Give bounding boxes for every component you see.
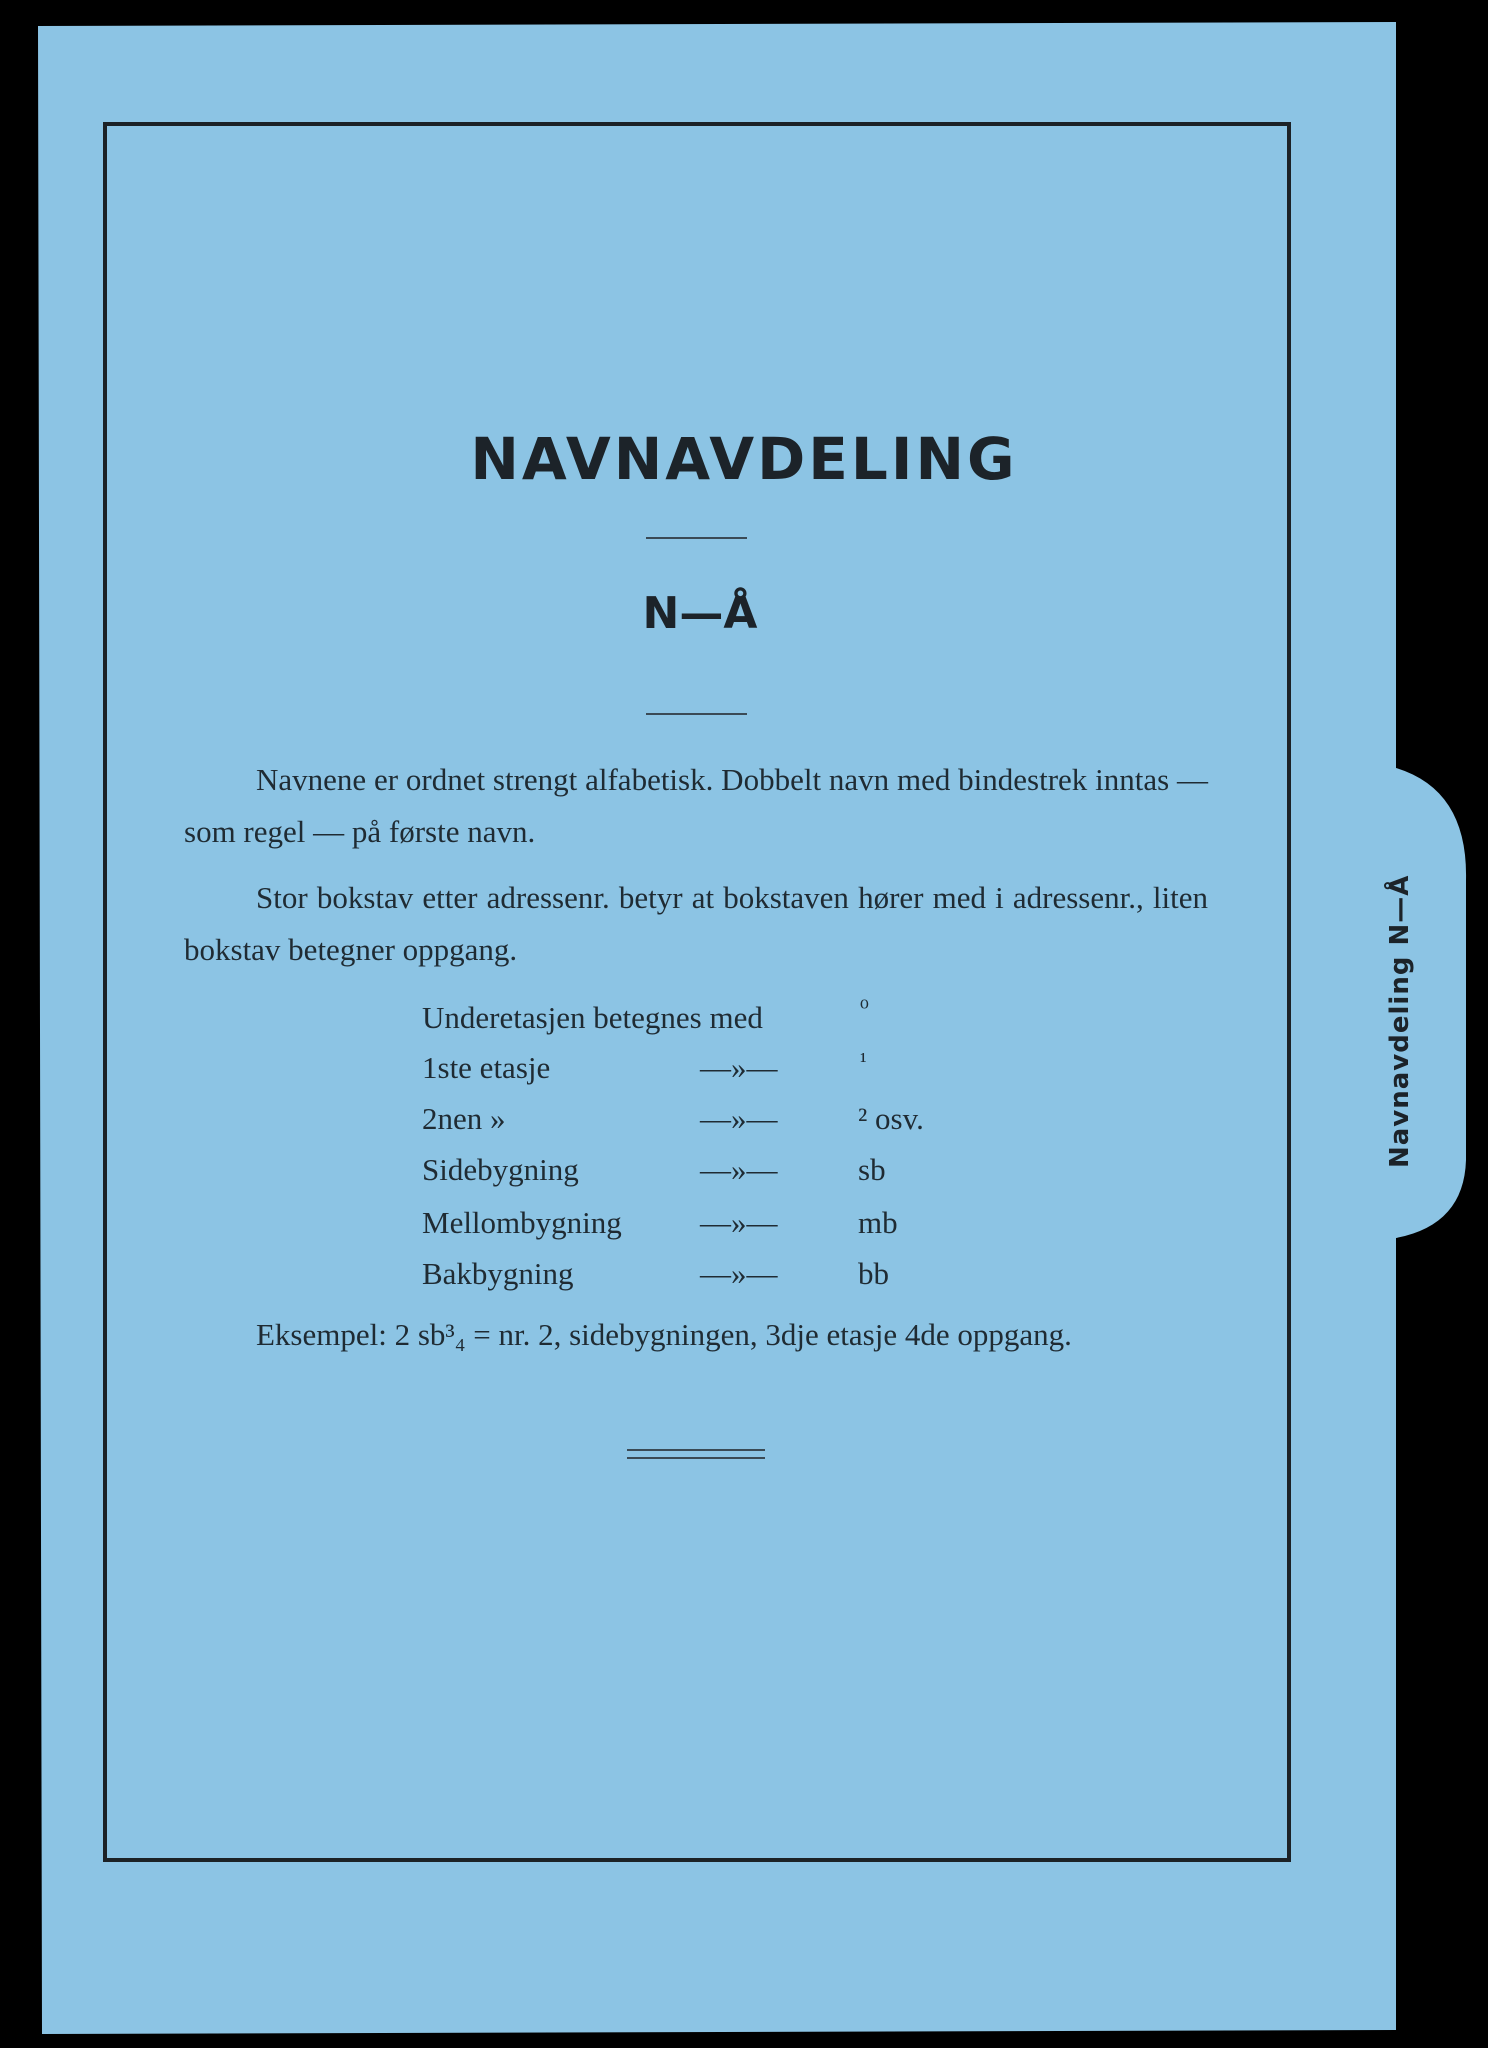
legend-ditto: —»— [700, 1256, 778, 1291]
legend-label: Mellombygning [422, 1205, 622, 1240]
legend-code: ⁰ [860, 996, 869, 1021]
legend-code: sb [858, 1152, 886, 1187]
divider-rule [646, 713, 747, 715]
legend-label: Sidebygning [422, 1152, 579, 1187]
legend-label: Bakbygning [422, 1256, 574, 1291]
example-line: Eksempel: 2 sb³₄ = nr. 2, sidebygningen, 3dje etasje 4de oppgang. [256, 1317, 1072, 1352]
intro-paragraph: Navnene er ordnet strengt alfabetisk. Dobbelt navn med bindestrek inntas — som regel — på første navn. [184, 762, 1208, 849]
index-tab-label: Navnavdeling N—Å [1385, 874, 1415, 1168]
legend-ditto: —»— [700, 1050, 778, 1085]
legend-label: Underetasjen betegnes med [422, 1000, 763, 1035]
divider-rule [646, 537, 747, 539]
page-title: NAVNAVDELING [470, 425, 1018, 493]
legend-ditto: —»— [700, 1152, 778, 1187]
legend-label: 1ste etasje [422, 1050, 551, 1085]
closing-double-rule [627, 1449, 765, 1459]
legend-code: mb [858, 1205, 898, 1240]
address-paragraph: Stor bokstav etter adressenr. betyr at bokstaven hører med i adressenr., liten bokstav betegner oppgang. [184, 880, 1208, 967]
range-heading: N—Å [642, 588, 758, 639]
legend-code: ² osv. [858, 1101, 924, 1136]
legend-label: 2nen » [422, 1101, 506, 1136]
page-border-frame [103, 122, 1291, 1862]
legend-ditto: —»— [700, 1101, 778, 1136]
legend-ditto: —»— [700, 1205, 778, 1240]
legend-code: ¹ [860, 1048, 867, 1073]
legend-code: bb [858, 1256, 889, 1291]
